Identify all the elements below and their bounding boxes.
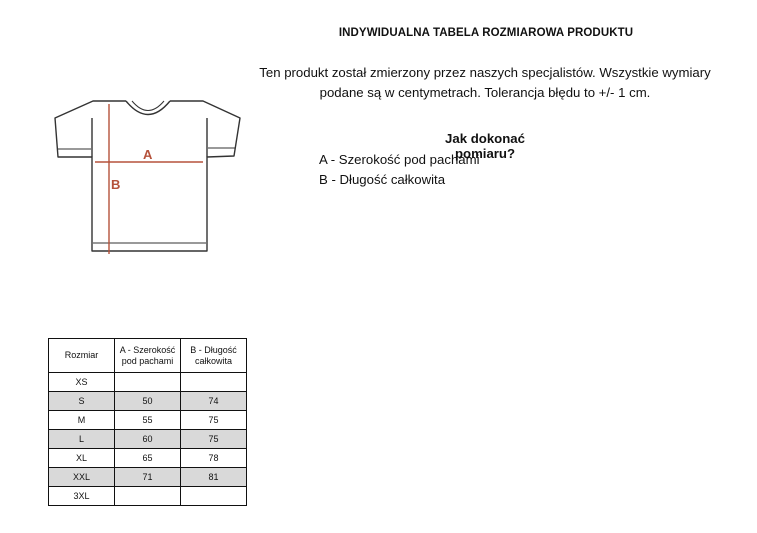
- header-b-line-2: całkowita: [194, 355, 232, 366]
- cell-a: 71: [115, 468, 181, 487]
- intro-line-1: Ten produkt został zmierzony przez naszych specjalistów. Wszystkie wymiary: [259, 65, 711, 80]
- cell-size: XXL: [49, 468, 115, 487]
- cell-b: 75: [181, 430, 247, 449]
- cell-a: 65: [115, 449, 181, 468]
- cell-size: XS: [49, 373, 115, 392]
- label-a: A: [143, 147, 153, 162]
- header-a: [115, 339, 181, 373]
- intro-line-2: podane są w centymetrach. Tolerancja błędu to +/- 1 cm.: [319, 85, 651, 100]
- header-a-line-2: pod pachami: [121, 355, 174, 366]
- cell-size: M: [49, 411, 115, 430]
- page-title: INDYWIDUALNA TABELA ROZMIAROWA PRODUKTU: [338, 27, 634, 39]
- table-row: [49, 487, 247, 506]
- measurement-legend: [319, 150, 480, 190]
- table-row: [49, 392, 247, 411]
- cell-a: 50: [115, 392, 181, 411]
- legend-item-a: A - Szerokość pod pachami: [319, 152, 480, 167]
- table-row: [49, 373, 247, 392]
- table-row: [49, 430, 247, 449]
- header-b-line-1: B - Długość: [190, 344, 237, 355]
- howto-title: Jak dokonać pomiaru?: [445, 131, 525, 161]
- cell-b: 75: [181, 411, 247, 430]
- size-table: [48, 338, 247, 506]
- cell-b: [181, 487, 247, 506]
- intro-text: [230, 63, 740, 103]
- cell-a: 55: [115, 411, 181, 430]
- table-row: [49, 411, 247, 430]
- cell-size: XL: [49, 449, 115, 468]
- header-a-line-1: A - Szerokość: [119, 344, 176, 355]
- cell-a: [115, 487, 181, 506]
- cell-size: S: [49, 392, 115, 411]
- header-b: [181, 339, 247, 373]
- tshirt-icon: [55, 101, 240, 251]
- table-row: [49, 468, 247, 487]
- cell-b: 74: [181, 392, 247, 411]
- table-row: [49, 449, 247, 468]
- cell-b: 81: [181, 468, 247, 487]
- legend-item-b: B - Długość całkowita: [319, 172, 446, 187]
- cell-b: [181, 373, 247, 392]
- cell-a: [115, 373, 181, 392]
- tshirt-diagram: [50, 96, 250, 261]
- cell-size: 3XL: [49, 487, 115, 506]
- cell-b: 78: [181, 449, 247, 468]
- table-header-row: [49, 339, 247, 373]
- cell-size: L: [49, 430, 115, 449]
- header-size: Rozmiar: [49, 339, 115, 373]
- cell-a: 60: [115, 430, 181, 449]
- label-b: B: [111, 177, 121, 192]
